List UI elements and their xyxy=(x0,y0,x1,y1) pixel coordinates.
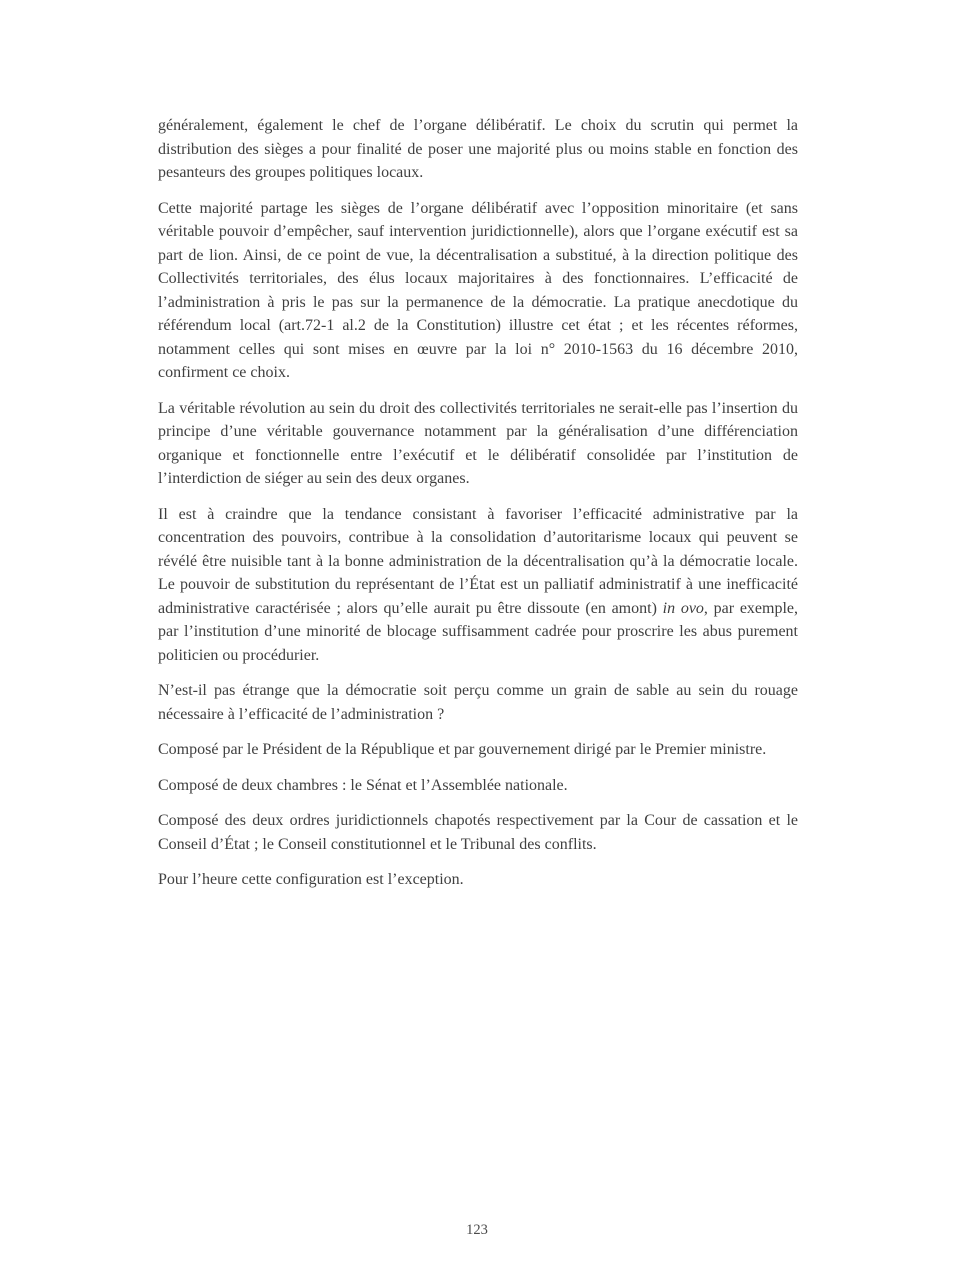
text-run: La véritable révolution au sein du droit des collectivités territoriales ne serait-elle pas l’insertion du principe d’une véritable gouvernance notamment par la généralisation d’une différenciation organique et fonctionnelle entre l’exécutif et le délibératif consolidée par l’institution de l’interdiction de siéger au sein des deux organes. xyxy=(158,399,798,487)
paragraph xyxy=(158,809,798,856)
paragraph xyxy=(158,397,798,491)
text-run: généralement, également le chef de l’organe délibératif. Le choix du scrutin qui permet la distribution des sièges a pour finalité de poser une majorité plus ou moins stable en fonction des pesanteurs des groupes politiques locaux. xyxy=(158,117,798,181)
italic-text-run: in ovo xyxy=(662,599,704,617)
body-text xyxy=(158,114,798,904)
paragraph xyxy=(158,774,798,798)
text-run: Pour l’heure cette configuration est l’exception. xyxy=(158,871,464,888)
paragraph xyxy=(158,738,798,762)
page-number: 123 xyxy=(466,1222,488,1238)
text-run: Composé des deux ordres juridictionnels chapotés respectivement par la Cour de cassation et le Conseil d’État ; le Conseil constitutionnel et le Tribunal des conflits. xyxy=(158,812,798,853)
text-run: Composé de deux chambres : le Sénat et l’Assemblée nationale. xyxy=(158,776,568,794)
text-run: N’est-il pas étrange que la démocratie soit perçu comme un grain de sable au sein du rouage nécessaire à l’efficacité de l’administration ? xyxy=(158,682,798,723)
text-run: Composé par le Président de la République et par gouvernement dirigé par le Premier ministre. xyxy=(158,741,767,758)
paragraph xyxy=(158,503,798,668)
paragraph xyxy=(158,114,798,185)
paragraph xyxy=(158,197,798,385)
paragraph xyxy=(158,868,798,892)
paragraph xyxy=(158,679,798,726)
text-run: Il est à craindre que la tendance consistant à favoriser l’efficacité administrative par la concentration des pouvoirs, contribue à la consolidation d’autoritarisme locaux qui peuvent se révélé être nuisible tant à la bonne administration de la décentralisation qu’à la démocratie locale. Le pouvoir de substitution du représentant de l’État est un palliatif administratif à une inefficacité administrative caractérisée ; alors qu’elle aurait pu être dissoute (en amont) xyxy=(158,505,798,617)
text-run: , par exemple, par l’institution d’une minorité de blocage suffisamment cadrée pour proscrire les abus purement politicien ou procédurier. xyxy=(158,599,799,664)
text-run: Cette majorité partage les sièges de l’organe délibératif avec l’opposition minoritaire (et sans véritable pouvoir d’empêcher, sauf intervention juridictionnelle), alors que l’organe exécutif est sa part de lion. Ainsi, de ce point de vue, la décentralisation a substitué, à la direction politique des Collectivités territoriales, des élus locaux majoritaires à des fonctionnaires. L’efficacité de l’administration à pris le pas sur la permanence de la démocratie. La pratique anecdotique du référendum local (art.72-1 al.2 de la Constitution) illustre cet état ; et les récentes réformes, notamment celles qui sont mises en œuvre par la loi n° 2010-1563 du 16 décembre 2010, confirment ce choix. xyxy=(158,199,798,381)
